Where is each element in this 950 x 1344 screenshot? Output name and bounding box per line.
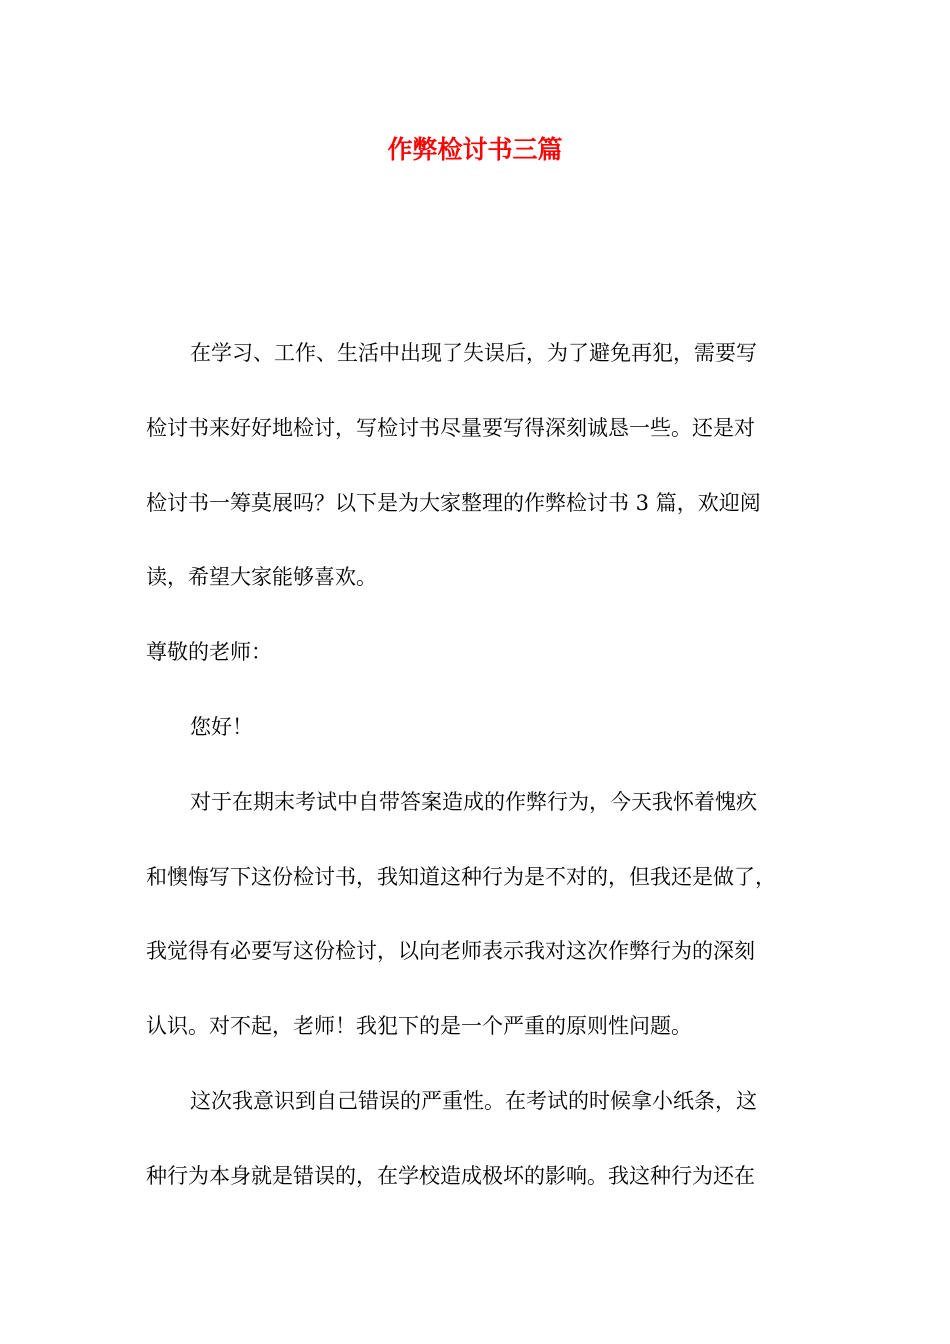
text-line: 检讨书来好好地检讨，写检讨书尽量要写得深刻诚恳一些。还是对: [146, 415, 755, 440]
document-title: 作弊检讨书三篇: [387, 135, 563, 164]
paragraph-salutation: [146, 615, 826, 690]
text-line: 种行为本身就是错误的，在学校造成极坏的影响。我这种行为还在: [146, 1163, 755, 1188]
text-line: 对于在期末考试中自带答案造成的作弊行为，今天我怀着愧疚: [190, 789, 757, 814]
paragraph-reflection: [146, 1064, 826, 1214]
text-line: 尊敬的老师：: [146, 640, 272, 665]
text-line: 在学习、工作、生活中出现了失误后，为了避免再犯，需要写: [190, 341, 757, 365]
paragraph-greeting: [146, 690, 826, 765]
paragraph-intro: [146, 316, 826, 615]
text-line: 检讨书一筹莫展吗？以下是为大家整理的作弊检讨书 3 篇，欢迎阅: [146, 490, 761, 515]
text-line: 您好！: [190, 714, 253, 739]
text-line: 读，希望大家能够喜欢。: [146, 565, 377, 590]
paragraph-confession: [146, 765, 826, 1064]
text-line: 认识。对不起，老师！我犯下的是一个严重的原则性问题。: [146, 1014, 692, 1039]
text-line: 我觉得有必要写这份检讨，以向老师表示我对这次作弊行为的深刻: [146, 939, 755, 964]
text-line: 这次我意识到自己错误的严重性。在考试的时候拿小纸条，这: [190, 1088, 757, 1113]
text-line: 和懊悔写下这份检讨书，我知道这种行为是不对的，但我还是做了，: [146, 864, 776, 889]
document-body: [146, 316, 826, 1214]
